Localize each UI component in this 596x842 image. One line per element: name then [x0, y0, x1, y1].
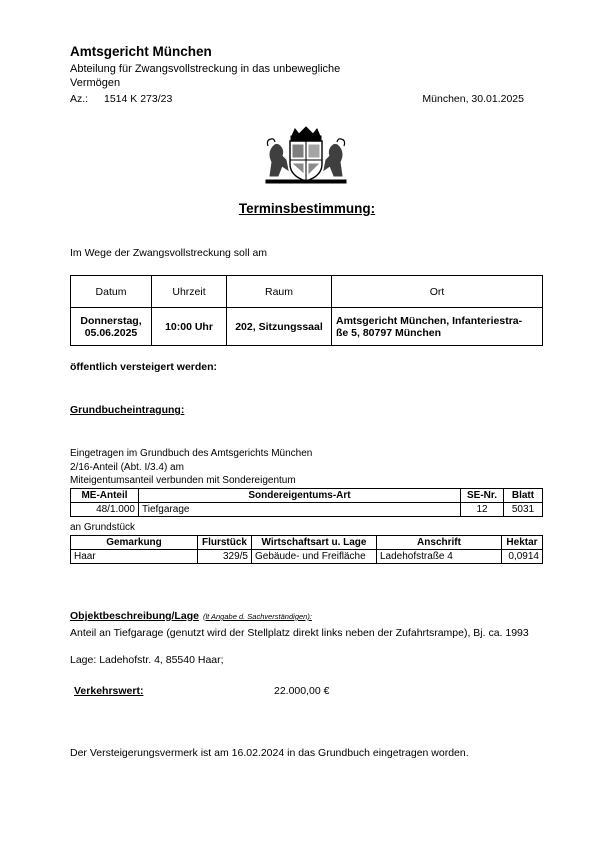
table-cell: Ladehofstraße 4 — [377, 550, 502, 564]
table-cell: Gebäude- und Freifläche — [252, 550, 377, 564]
table-cell: 48/1.000 — [71, 503, 139, 517]
column-header: Raum — [227, 276, 332, 308]
termin-table — [70, 275, 543, 346]
place-date: München, 30.01.2025 — [422, 93, 524, 105]
termin-time: 10:00 Uhr — [152, 308, 227, 346]
column-header: Datum — [71, 276, 152, 308]
bavarian-coat-of-arms-icon — [262, 126, 350, 184]
termin-header-row — [71, 276, 543, 308]
file-number: 1514 K 273/23 — [104, 93, 173, 105]
column-header: Hektar — [502, 536, 543, 550]
table-cell: Haar — [71, 550, 198, 564]
registration-note: Der Versteigerungsvermerk ist am 16.02.2024 in das Grundbuch eingetragen worden. — [70, 747, 469, 759]
termin-date — [71, 308, 152, 346]
column-header: Sondereigentums-Art — [139, 489, 461, 503]
termin-location-line1: Amtsgericht München, Infanteriestra- — [336, 314, 523, 327]
court-name: Amtsgericht München — [70, 44, 212, 59]
land-register-heading: Grundbucheintragung: — [70, 404, 185, 416]
column-header: Gemarkung — [71, 536, 198, 550]
file-number-label: Az.: — [70, 93, 89, 105]
market-value: 22.000,00 € — [274, 685, 330, 697]
column-header: Ort — [332, 276, 543, 308]
auction-statement: öffentlich versteigert werden: — [70, 361, 218, 373]
object-heading-note: (lt Angabe d. Sachverständigen): — [202, 612, 312, 621]
table-cell: 329/5 — [198, 550, 252, 564]
land-register-line: Miteigentumsanteil verbunden mit Sondereigentum — [70, 475, 296, 486]
department-name: Abteilung für Zwangsvollstreckung in das unbewegliche Vermögen — [70, 63, 341, 89]
table-cell: Tiefgarage — [139, 503, 461, 517]
column-header: Wirtschaftsart u. Lage — [252, 536, 377, 550]
termin-room: 202, Sitzungssaal — [227, 308, 332, 346]
termin-row — [71, 308, 543, 346]
plot-table — [70, 535, 543, 564]
table-row — [71, 550, 543, 564]
table-row — [71, 503, 543, 517]
table-header-row — [71, 489, 543, 503]
table-cell: 0,0914 — [502, 550, 543, 564]
special-property-table — [70, 488, 543, 517]
termin-day: 05.06.2025 — [84, 326, 138, 339]
column-header: SE-Nr. — [461, 489, 504, 503]
plot-label: an Grundstück — [70, 522, 136, 533]
market-value-label: Verkehrswert: — [74, 685, 144, 697]
object-location: Lage: Ladehofstr. 4, 85540 Haar; — [70, 654, 224, 666]
table-cell: 12 — [461, 503, 504, 517]
page-title: Terminsbestimmung: — [238, 201, 376, 216]
table-cell: 5031 — [504, 503, 543, 517]
land-register-line: Eingetragen im Grundbuch des Amtsgerichts München — [70, 448, 313, 459]
table-header-row — [71, 536, 543, 550]
termin-location — [332, 308, 543, 346]
object-heading-text: Objektbeschreibung/Lage — [70, 610, 199, 622]
column-header: Blatt — [504, 489, 543, 503]
termin-weekday: Donnerstag, — [80, 314, 142, 327]
column-header: Flurstück — [198, 536, 252, 550]
object-description: Anteil an Tiefgarage (genutzt wird der Stellplatz direkt links neben der Zufahrtsrampe), Bj. ca. 1993 — [70, 627, 529, 639]
column-header: Anschrift — [377, 536, 502, 550]
intro-text: Im Wege der Zwangsvollstreckung soll am — [70, 247, 268, 259]
land-register-text — [70, 447, 312, 488]
column-header: ME-Anteil — [71, 489, 139, 503]
land-register-line: 2/16-Anteil (Abt. I/3.4) am — [70, 461, 184, 473]
column-header: Uhrzeit — [152, 276, 227, 308]
termin-location-line2: ße 5, 80797 München — [336, 326, 442, 339]
object-description-heading — [70, 610, 312, 622]
